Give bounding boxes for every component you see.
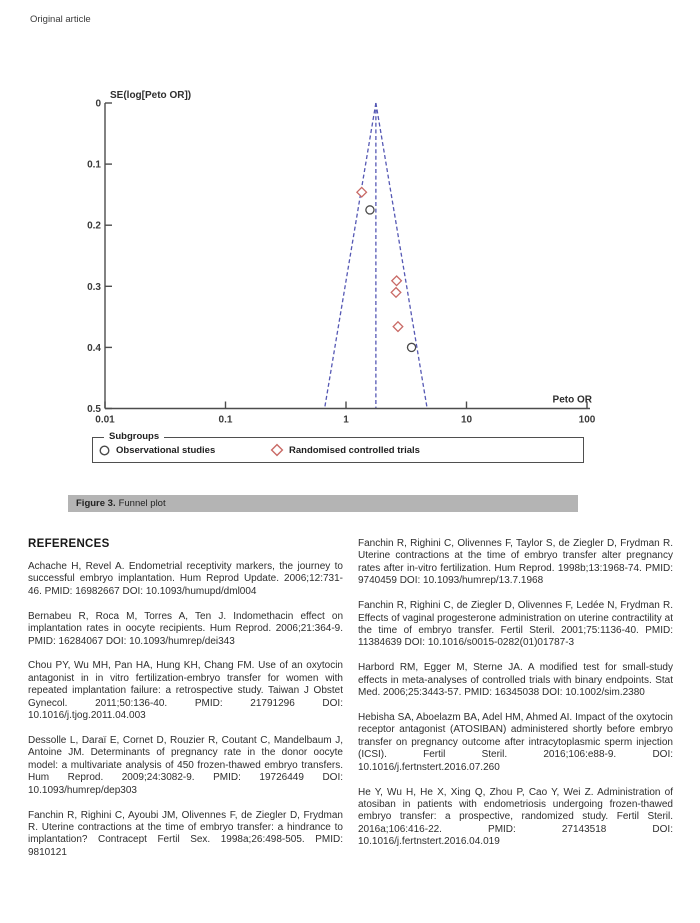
legend-item-label: Randomised controlled trials bbox=[289, 444, 420, 456]
svg-text:0.1: 0.1 bbox=[87, 159, 101, 171]
references-list-left bbox=[28, 561, 343, 859]
legend-item-label: Observational studies bbox=[116, 444, 216, 456]
reference-item: Bernabeu R, Roca M, Torres A, Ten J. Indomethacin effect on implantation rates in oocyte recipients. Hum Reprod. 2006;21:364-9. PMID: 16284067 DOI: 10.1093/humrep/dei343 bbox=[28, 610, 343, 647]
article-type-label: Original article bbox=[30, 14, 91, 25]
reference-item: Fanchin R, Righini C, Ayoubi JM, Olivennes F, de Ziegler D, Frydman R. Uterine contractions at the time of embryo transfer: a hindrance to implantation? Contracept Fertil Sex. 1998a;26:498-505. PMID: 9810121 bbox=[28, 809, 343, 858]
references-section bbox=[28, 538, 676, 872]
reference-item: Fanchin R, Righini C, Olivennes F, Taylor S, de Ziegler D, Frydman R. Uterine contractions at the time of embryo transfer alter pregnancy rates after in-vitro fertilization. Hum Reprod. 1998b;13:1968-74. PMID: 9740459 DOI: 10.1093/humrep/13.7.1968 bbox=[358, 538, 673, 587]
svg-text:0.01: 0.01 bbox=[95, 414, 115, 426]
svg-text:10: 10 bbox=[460, 414, 473, 426]
figure-caption-label: Figure 3. bbox=[76, 498, 116, 509]
funnel-plot-chart bbox=[0, 0, 700, 430]
svg-text:1: 1 bbox=[343, 414, 349, 426]
svg-text:0.5: 0.5 bbox=[87, 404, 101, 415]
figure-caption-text: Funnel plot bbox=[118, 498, 166, 509]
svg-text:0: 0 bbox=[95, 98, 101, 110]
svg-text:Peto OR: Peto OR bbox=[552, 394, 592, 406]
figure-caption bbox=[68, 495, 578, 512]
reference-item: Achache H, Revel A. Endometrial receptivity markers, the journey to successful embryo implantation. Hum Reprod Update. 2006;12:731-46. PMID: 16982667 DOI: 10.1093/humupd/dml004 bbox=[28, 561, 343, 597]
references-column-left bbox=[28, 538, 343, 872]
reference-item: Harbord RM, Egger M, Sterne JA. A modified test for small-study effects in meta-analyses of controlled trials with binary endpoints. Stat Med. 2006;25:3443-57. PMID: 16345038 DOI: 10.1002/sim.2380 bbox=[358, 662, 673, 699]
legend-item-rct bbox=[270, 443, 420, 457]
reference-item: Chou PY, Wu MH, Pan HA, Hung KH, Chang FM. Use of an oxytocin antagonist in in vitro fertilization-embryo transfer for women with repeated implantation failure: a retrospective study. Taiwan J Obstet Gynecol. 2011;50:136-40. PMID: 21791296 DOI: 10.1016/j.tjog.2011.04.003 bbox=[28, 660, 343, 722]
svg-text:0.1: 0.1 bbox=[218, 414, 233, 426]
svg-text:SE(log[Peto OR]): SE(log[Peto OR]) bbox=[110, 90, 192, 101]
references-column-right bbox=[358, 538, 673, 872]
reference-item: Fanchin R, Righini C, de Ziegler D, Olivennes F, Ledée N, Frydman R. Effects of vaginal progesterone administration on uterine contractility at the time of embryo transfer. Fertil Steril. 2001;75:1136-40. PMID: 11384639 DOI: 10.1016/s0015-0282(01)01787-3 bbox=[358, 600, 673, 649]
svg-text:0.4: 0.4 bbox=[87, 342, 101, 354]
reference-item: Dessolle L, Daraï E, Cornet D, Rouzier R, Coutant C, Mandelbaum J, Antoine JM. Determinants of pregnancy rate in the donor oocyte model: a multivariate analysis of 450 frozen-thawed embryo transfers. Hum Reprod. 2009;24:3082-9. PMID: 19726449 DOI: 10.1093/humrep/dep303 bbox=[28, 734, 343, 796]
references-heading: REFERENCES bbox=[28, 538, 110, 550]
legend-title: Subgroups bbox=[104, 431, 164, 442]
reference-item: He Y, Wu H, He X, Xing Q, Zhou P, Cao Y, Wei Z. Administration of atosiban in patients with endometriosis undergoing frozen-thawed embryo transfer: a prospective, randomized study. Fertil Steril. 2016a;106:416-22. PMID: 27143518 DOI: 10.1016/j.fertnstert.2016.04.019 bbox=[358, 786, 673, 848]
svg-text:0.3: 0.3 bbox=[87, 281, 101, 293]
references-list-right bbox=[358, 538, 673, 849]
legend-items bbox=[93, 438, 583, 462]
chart-legend bbox=[92, 431, 584, 463]
reference-item: Hebisha SA, Aboelazm BA, Adel HM, Ahmed AI. Impact of the oxytocin receptor antagonist (ATOSIBAN) administered shortly before embryo transfer on pregnancy outcome after intracytoplasmic sperm injection (ICSI). Fertil Steril. 2016;106:e88-9. DOI: 10.1016/j.fertnstert.2016.07.260 bbox=[358, 711, 673, 773]
svg-text:0.2: 0.2 bbox=[87, 220, 101, 232]
circle-marker-icon bbox=[98, 444, 111, 457]
diamond-marker-icon bbox=[270, 443, 284, 457]
legend-item-observational bbox=[98, 444, 270, 457]
svg-text:100: 100 bbox=[578, 414, 596, 426]
